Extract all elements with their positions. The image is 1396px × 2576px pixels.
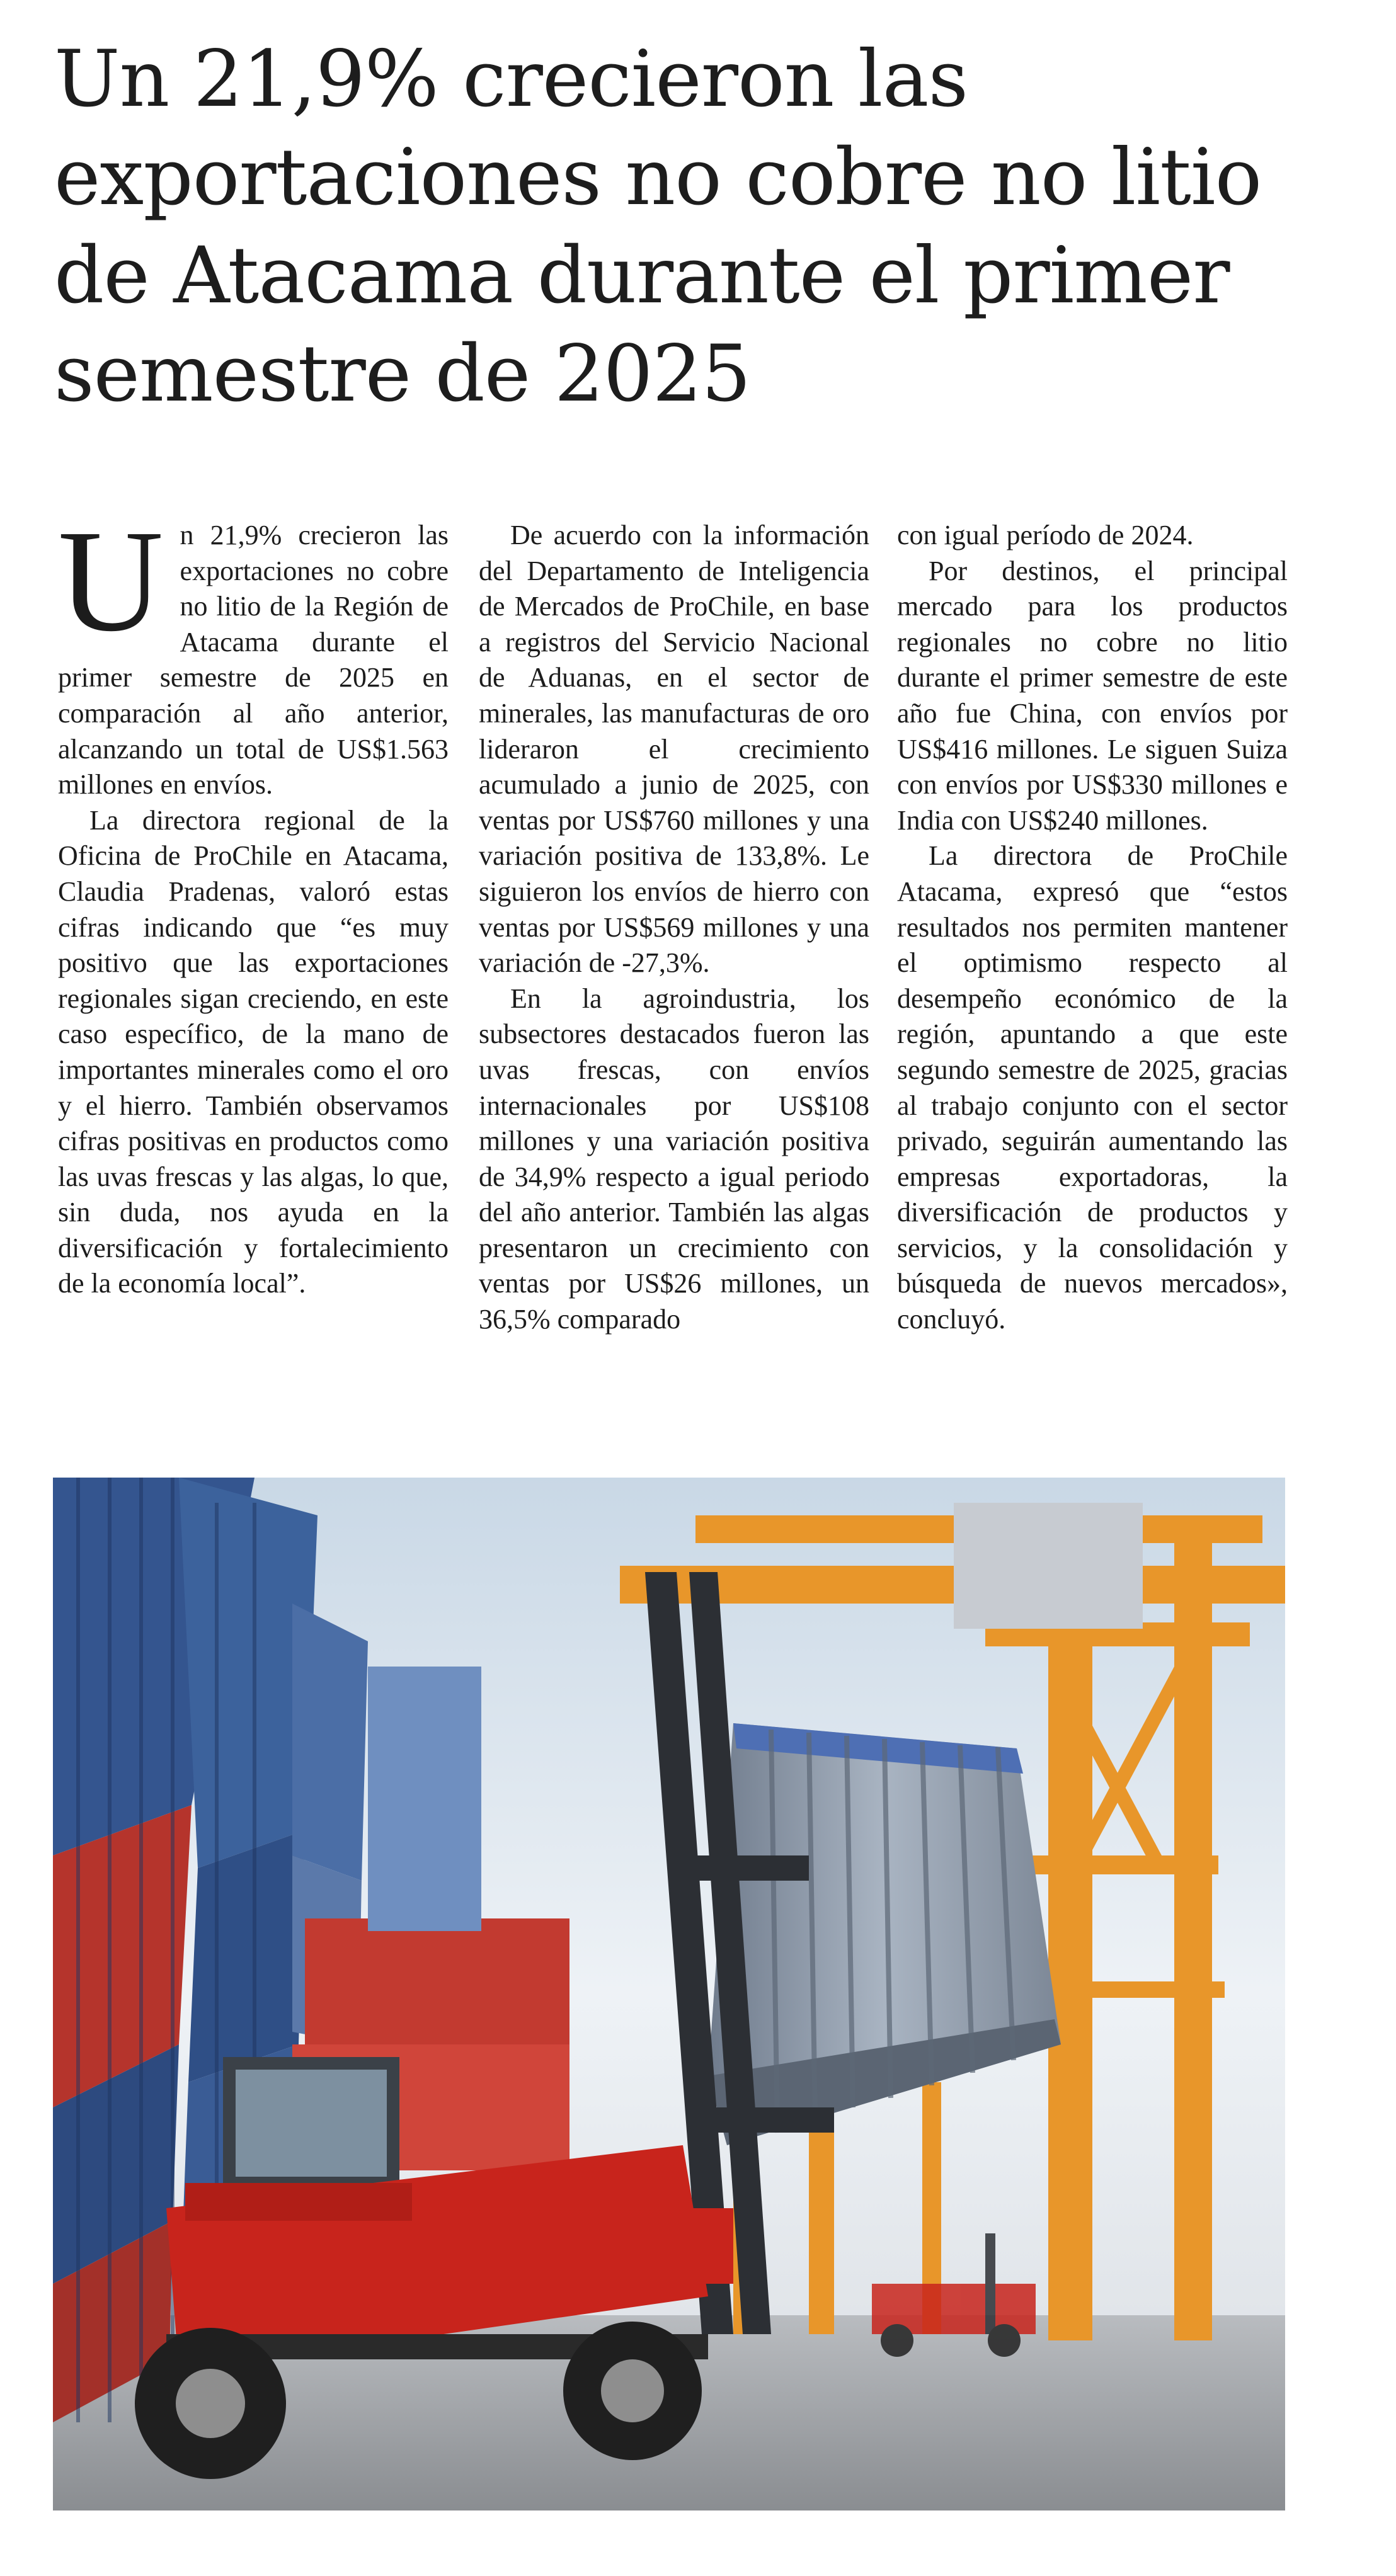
lead-paragraph [58, 500, 449, 803]
paragraph-minerals: De acuerdo con la información del Departamento de Inteligencia de Mercados de ProChile, en base a registros del Servicio Nacional de Aduanas, en el sector de minerales, las manufacturas de oro lideraron el crecimiento acumulado a junio de 2025, con ventas por US$760 millones y una variación positiva de 133,8%. Le siguieron los envíos de hierro con ventas por US$569 millones y una variación de -27,3%. [479, 520, 869, 979]
drop-cap: U [58, 500, 164, 662]
paragraph-agroindustry: En la agroindustria, los subsectores destacados fueron las uvas frescas, con envíos internacionales por US$108 millones y una variación positiva de 34,9% respecto a igual periodo del año anterior. También las algas presentaron un crecimiento con ventas por US$26 millones, un 36,5% comparado [479, 983, 869, 1335]
paragraph-director-quote: La directora regional de la Oficina de ProChile en Atacama, Claudia Pradenas, valoró estas cifras indicando que “es muy positivo que las exportaciones regionales sigan creciendo, en este caso específico, de la mano de importantes minerales como el oro y el hierro. También observamos cifras positivas en productos como las uvas frescas y las algas, lo que, sin duda, nos ayuda en la diversificación y fortalecimiento de la economía local”. [58, 804, 449, 1299]
port-forklift-illustration [53, 1478, 1285, 2510]
paragraph-destinations: Por destinos, el principal mercado para los productos regionales no cobre no litio durante el primer semestre de este año fue China, con envíos por US$416 millones. Le siguen Suiza con envíos por US$330 millones e India con US$240 millones. [897, 555, 1288, 836]
paragraph-closing-quote: La directora de ProChile Atacama, expresó que “estos resultados nos permiten mantener el optimismo respecto al desempeño económico de la región, apuntando a que este segundo semestre de 2025, gracias al trabajo conjunto con el sector privado, seguirán aumentando las empresas exportadoras, la diversificación de productos y servicios, y la consolidación y búsqueda de nuevos mercados», concluyó. [897, 840, 1288, 1335]
article-column-2 [479, 518, 869, 1450]
paragraph-agroindustry-continued: con igual período de 2024. [897, 520, 1194, 550]
article-column-3 [897, 518, 1288, 1450]
article-column-1 [58, 500, 449, 1450]
port-photo [53, 1478, 1285, 2510]
crane-cabin [954, 1503, 1143, 1629]
lead-text: n 21,9% crecieron las exportaciones no cobre no litio de la Región de Atacama durante el primer semestre de 2025 en comparación al año anterior, alcanzando un total de US$1.563 millones en envíos. [58, 520, 449, 801]
headline: Un 21,9% crecieron las exportaciones no cobre no litio de Atacama durante el primer semestre de 2025 [54, 34, 1262, 419]
